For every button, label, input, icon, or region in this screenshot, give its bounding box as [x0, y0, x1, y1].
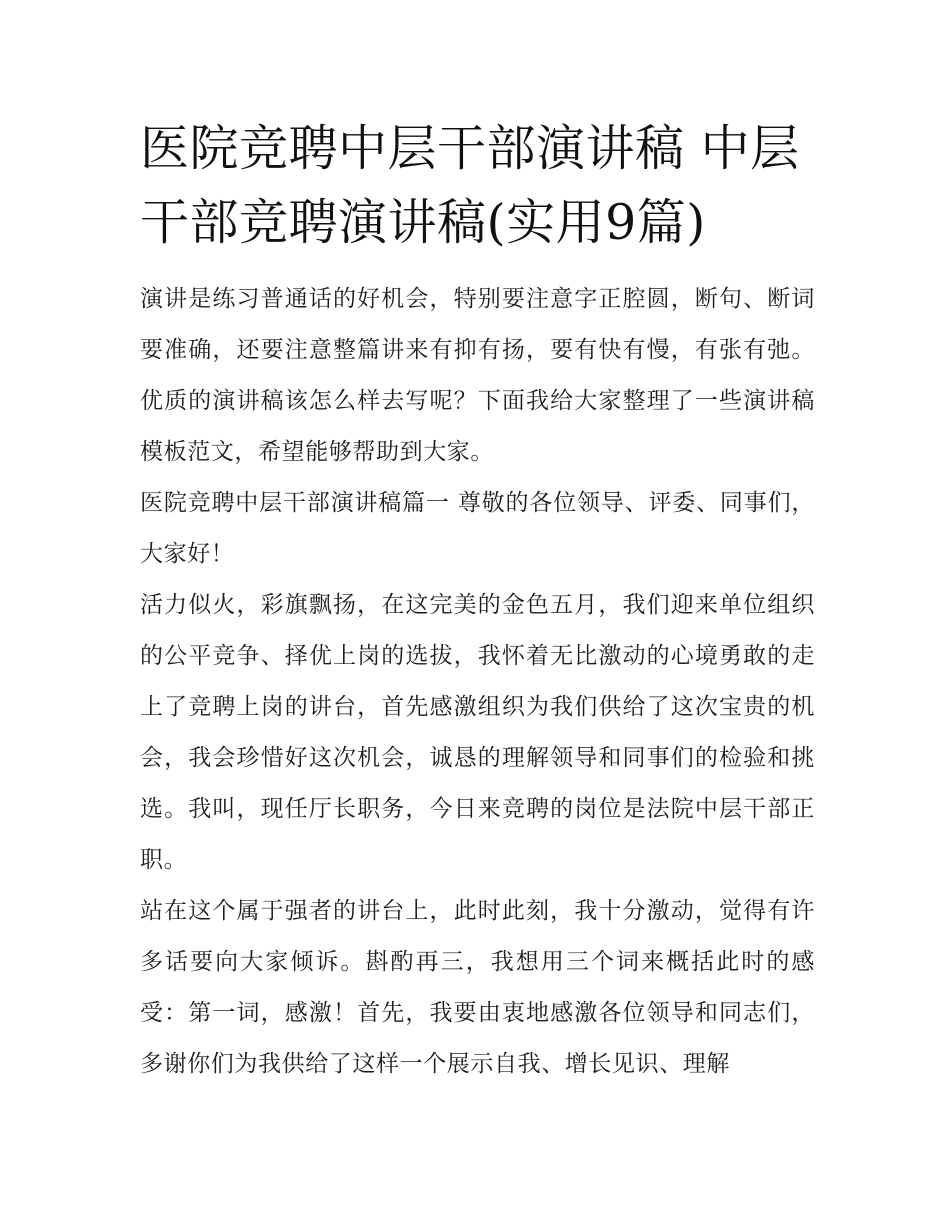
body-paragraph: 站在这个属于强者的讲台上，此时此刻，我十分激动，觉得有许多话要向大家倾诉。斟酌再三，我想用三个词来概括此时的感受：第一词，感激！首先，我要由衷地感激各位领导和同志们，多谢你们为我供给了这样一个展示自我、增长见识、理解 [140, 898, 815, 1077]
body-paragraph: 活力似火，彩旗飘扬，在这完美的金色五月，我们迎来单位组织的公平竞争、择优上岗的选拔，我怀着无比激动的心境勇敢的走上了竞聘上岗的讲台，首先感激组织为我们供给了这次宝贵的机会，我会珍惜好这次机会，诚恳的理解领导和同事们的检验和挑选。我叫，现任厅长职务，今日来竞聘的岗位是法院中层干部正职。 [140, 592, 815, 873]
section-heading-paragraph: 医院竞聘中层干部演讲稿篇一 尊敬的各位领导、评委、同事们，大家好！ [140, 490, 815, 567]
document-title: 医院竞聘中层干部演讲稿 中层干部竞聘演讲稿(实用9篇) [140, 120, 800, 251]
intro-paragraph: 演讲是练习普通话的好机会，特别要注意字正腔圆，断句、断词要准确，还要注意整篇讲来有抑有扬，要有快有慢，有张有弛。优质的演讲稿该怎么样去写呢？下面我给大家整理了一些演讲稿模板范文，希望能够帮助到大家。 [140, 286, 815, 465]
document-page [140, 112, 815, 1090]
